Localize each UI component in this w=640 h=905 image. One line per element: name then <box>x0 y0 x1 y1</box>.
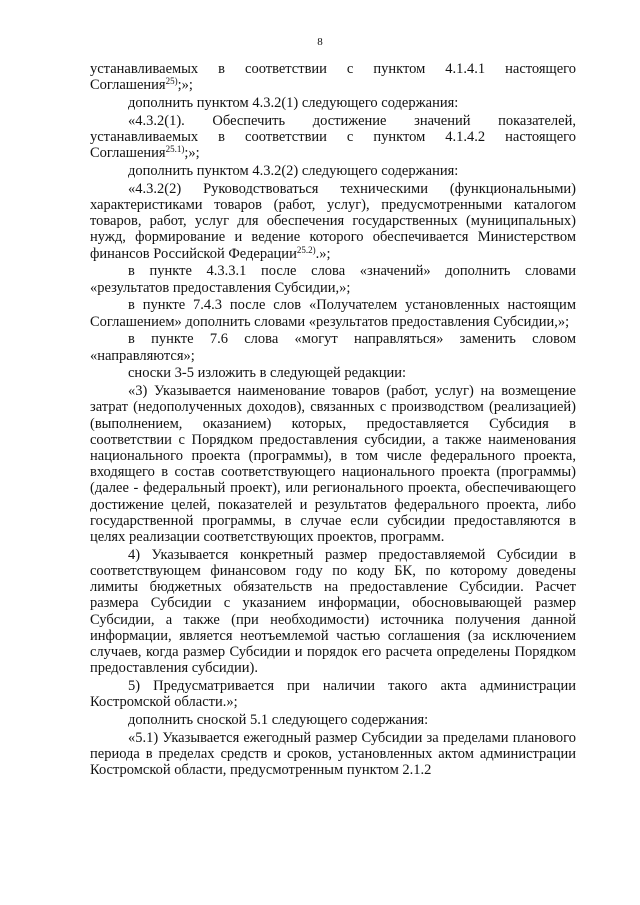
page-number: 8 <box>317 36 323 48</box>
paragraph <box>90 678 576 710</box>
paragraph-text: «3) Указывается наименование товаров (работ, услуг) на возмещение затрат (недополученных доходов), связанных с производством (реализацией) (выполнением, оказанием) которых, предоставляется Субсидия в соответствии с Порядком предоставления субсидии, а также наименования национального проекта (программы), в том числе федерального проекта, входящего в состав соответствующего национального проекта (программы) (далее - федеральный проект), или регионального проекта, обеспечивающего достижение целей, показателей и результатов федерального проекта, либо государственной программы, в случае если субсидии предоставляются в целях реализации соответствующих проектов, программ. <box>90 383 576 546</box>
paragraph <box>90 365 576 381</box>
paragraph-text: дополнить пунктом 4.3.2(2) следующего содержания: <box>128 163 459 179</box>
paragraph-text: 5) Предусматривается при наличии такого акта администрации Костромской области.»; <box>90 678 576 711</box>
document-body <box>90 61 576 780</box>
paragraph-text: в пункте 7.4.3 после слов «Получателем установленных настоящим Соглашением» дополнить словами «результатов предоставления Субсидии,»; <box>90 297 576 330</box>
paragraph-text: сноски 3-5 изложить в следующей редакции: <box>128 365 407 382</box>
paragraph <box>90 331 576 363</box>
paragraph <box>90 730 576 779</box>
paragraph <box>90 297 576 329</box>
paragraph-tail: ;»; <box>177 77 193 94</box>
paragraph <box>90 95 576 111</box>
paragraph <box>90 712 576 728</box>
paragraph <box>90 263 576 295</box>
paragraph-text: «4.3.2(2) Руководствоваться техническими (функциональными) характеристиками товаров (работ, услуг), предусмотренными каталогом товаров, работ, услуг для обеспечения государственных (муниципальных) нужд, формирование и ведение которого обеспечивается Министерством финансов Российской Федерации <box>90 180 576 262</box>
paragraph <box>90 61 576 93</box>
paragraph-text: «5.1) Указывается ежегодный размер Субсидии за пределами планового периода в пределах средств и сроков, установленных актом администрации Костромской области, предусмотренным пунктом 2.1.2 <box>90 729 576 779</box>
paragraph <box>90 163 576 179</box>
paragraph-text: в пункте 7.6 слова «могут направляться» заменить словом «направляются»; <box>90 331 576 364</box>
footnote-ref: 25.1) <box>165 144 185 155</box>
footnote-ref: 25) <box>165 76 178 87</box>
footnote-ref: 25.2) <box>296 244 316 255</box>
paragraph <box>90 383 576 545</box>
paragraph-text: 4) Указывается конкретный размер предоставляемой Субсидии в соответствующем финансовом году по коду БК, по которому доведены лимиты бюджетных обязательств на предоставление Субсидии. Расчет размера Субсидии с указанием информации, обосновывающей размер Субсидии, а также (при необходимости) источника получения данной информации, является неотъемлемой частью соглашения (за исключением случаев, когда размер Субсидии и порядок его расчета определены Порядком предоставления субсидии). <box>90 546 576 677</box>
paragraph-tail: ;»; <box>184 145 200 162</box>
paragraph <box>90 181 576 262</box>
paragraph-text: в пункте 4.3.3.1 после слова «значений» дополнить словами «результатов предоставления Субсидии,»; <box>90 263 576 296</box>
paragraph <box>90 113 576 162</box>
paragraph-tail: .»; <box>315 245 331 262</box>
paragraph-text: устанавливаемых в соответствии с пунктом 4.1.4.1 настоящего Соглашения <box>90 61 576 94</box>
paragraph-text: дополнить пунктом 4.3.2(1) следующего содержания: <box>128 95 459 111</box>
paragraph-text: дополнить сноской 5.1 следующего содержания: <box>128 712 429 729</box>
paragraph <box>90 547 576 677</box>
paragraph-text: «4.3.2(1). Обеспечить достижение значений показателей, устанавливаемых в соответствии с пунктом 4.1.4.2 настоящего Соглашения <box>90 112 576 162</box>
